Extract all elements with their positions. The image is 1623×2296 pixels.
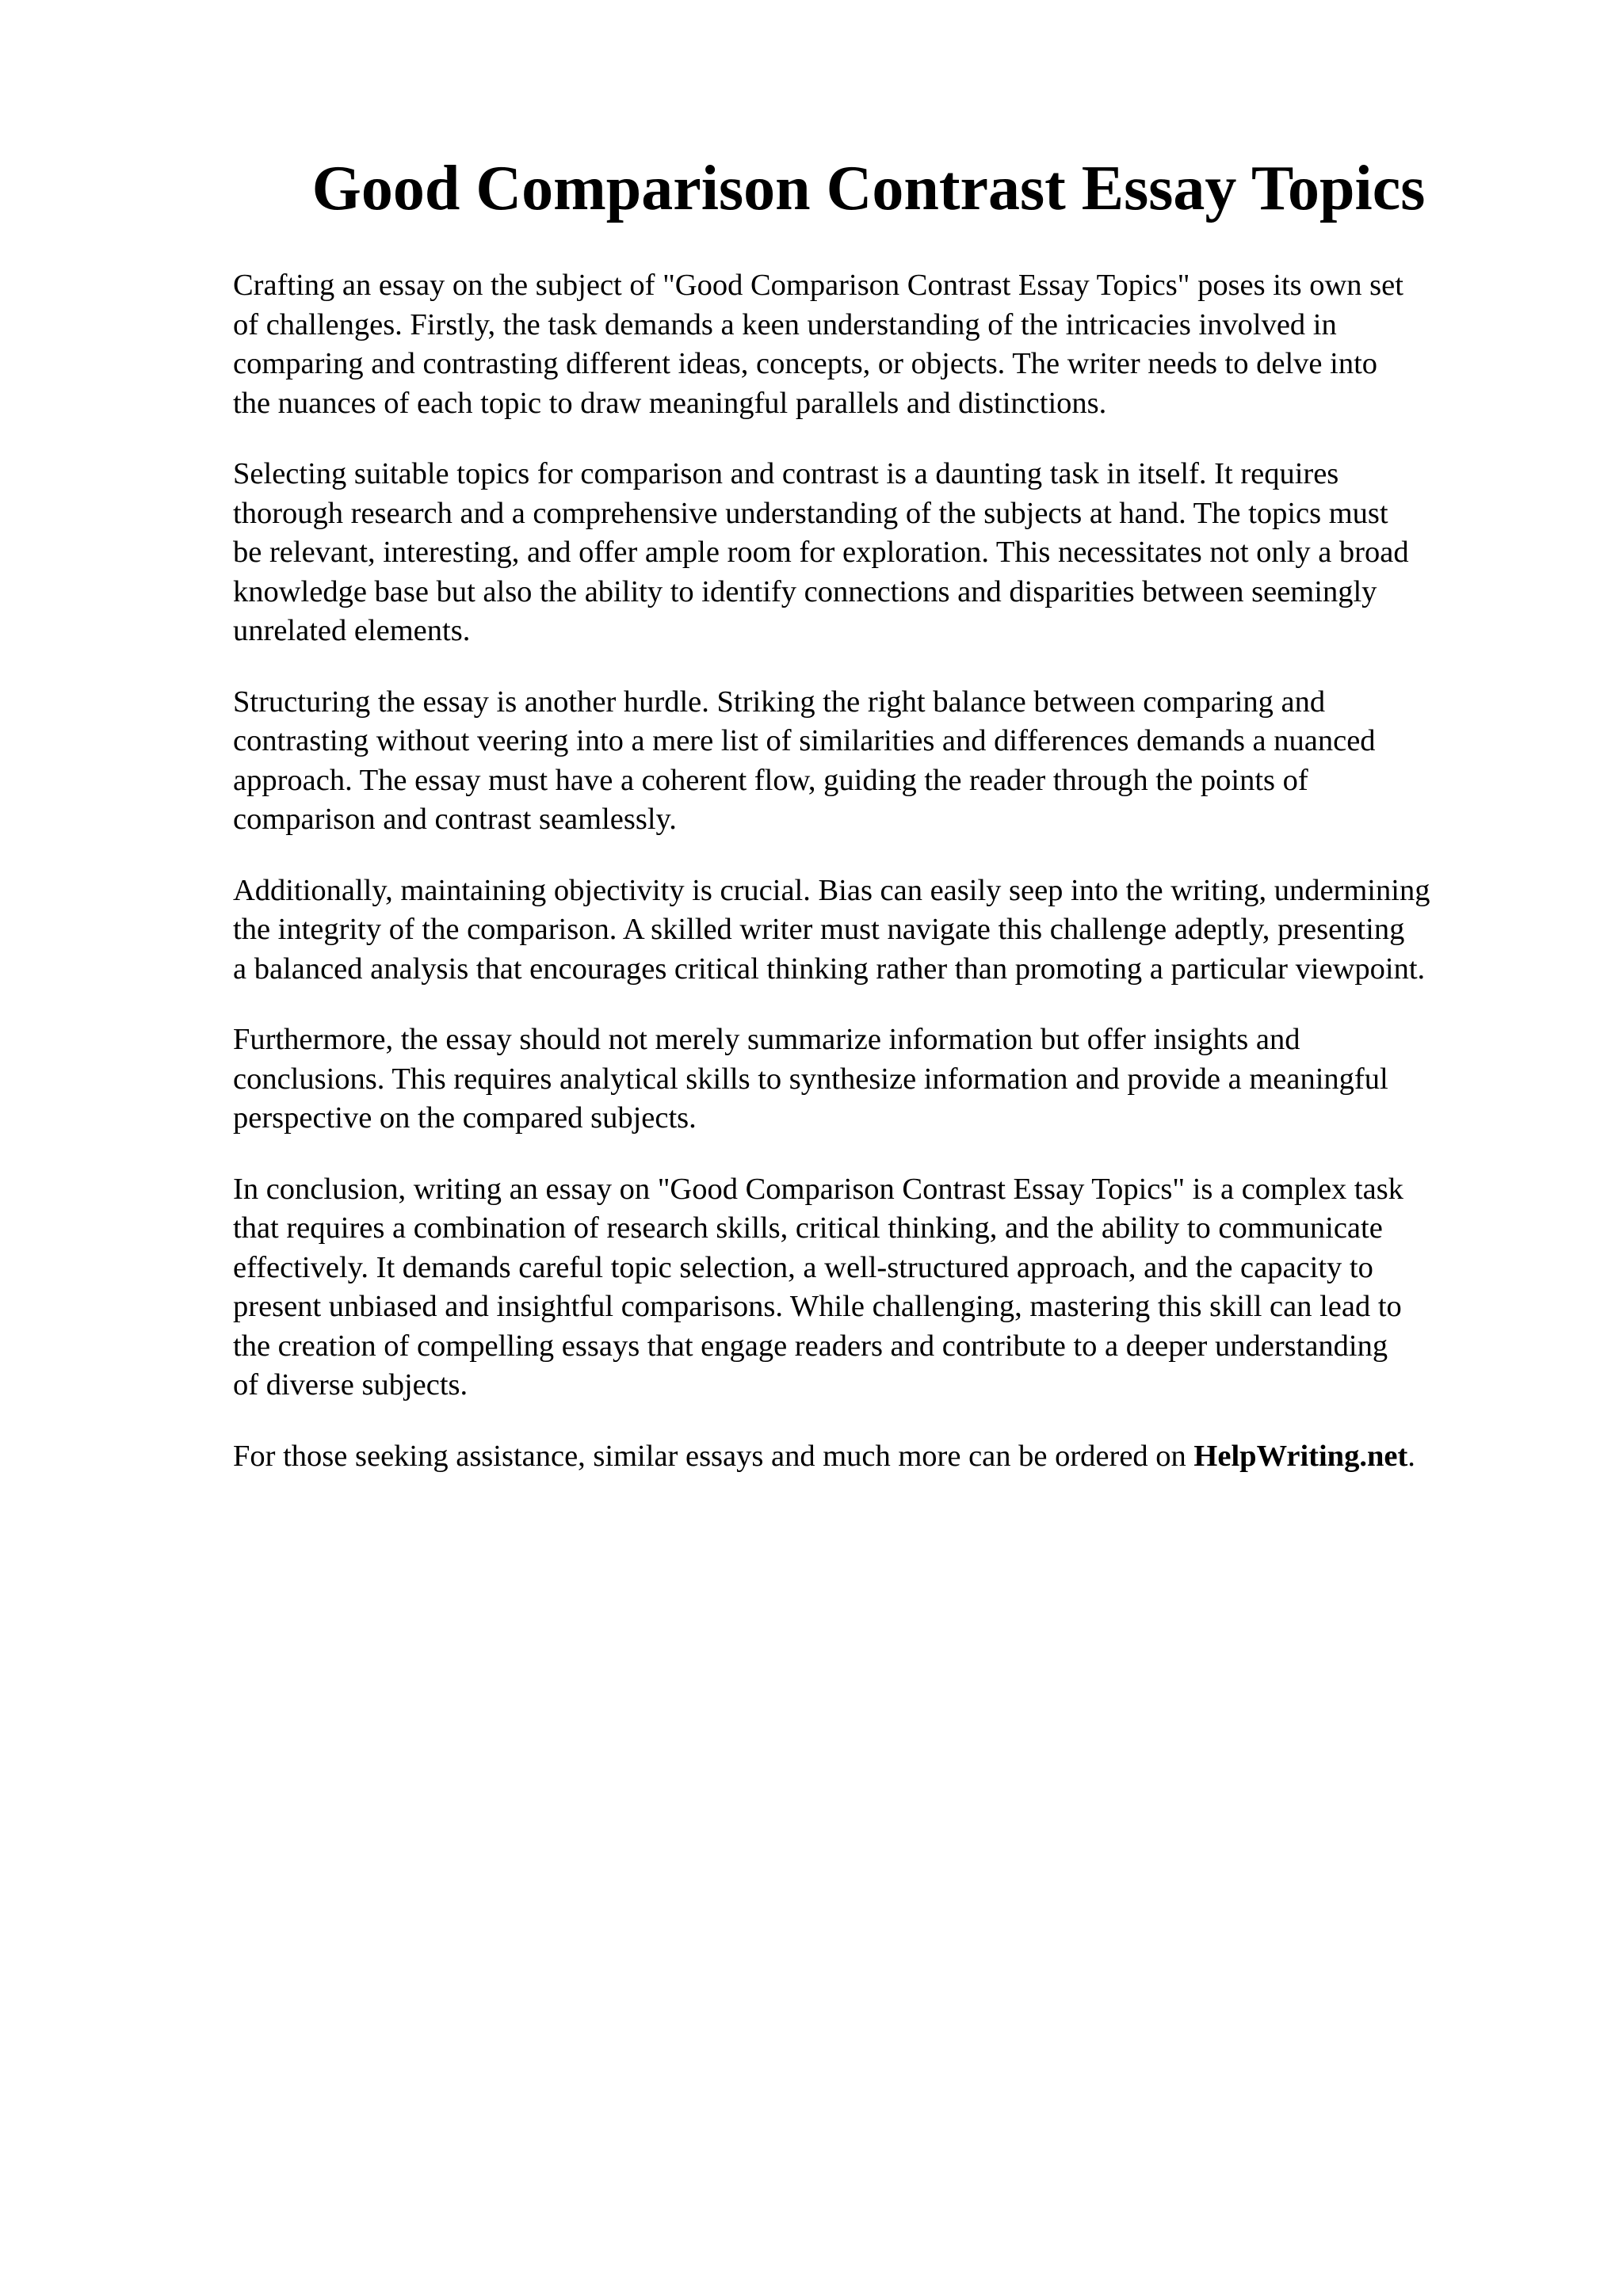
paragraph-6 (233, 1170, 1549, 1405)
paragraph-1 (233, 266, 1549, 423)
paragraph-line: effectively. It demands careful topic selection, a well-structured approach, and the capacity to (233, 1250, 1373, 1284)
paragraph-4 (233, 871, 1549, 990)
paragraph-5 (233, 1020, 1549, 1138)
paragraph-line: In conclusion, writing an essay on "Good Comparison Contrast Essay Topics" is a complex task (233, 1172, 1403, 1206)
paragraph-line: be relevant, interesting, and offer ample room for exploration. This necessitates not only a broad (233, 536, 1409, 569)
paragraph-line: thorough research and a comprehensive understanding of the subjects at hand. The topics must (233, 496, 1388, 530)
document-body (233, 266, 1549, 1508)
paragraph-line: the nuances of each topic to draw meaningful parallels and distinctions. (233, 386, 1107, 420)
paragraph-line: conclusions. This requires analytical skills to synthesize information and provide a meaningful (233, 1062, 1388, 1096)
document-title: Good Comparison Contrast Essay Topics (311, 154, 1426, 223)
paragraph-line: Selecting suitable topics for comparison and contrast is a daunting task in itself. It requires (233, 457, 1339, 490)
paragraph-line: perspective on the compared subjects. (233, 1101, 697, 1135)
paragraph-line: Structuring the essay is another hurdle. Striking the right balance between comparing and (233, 685, 1326, 719)
paragraph-line: present unbiased and insightful comparisons. While challenging, mastering this skill can lead to (233, 1290, 1402, 1323)
footer-text: For those seeking assistance, similar essays and much more can be ordered on (233, 1439, 1194, 1473)
paragraph-line: of challenges. Firstly, the task demands a keen understanding of the intricacies involved in (233, 307, 1337, 341)
helpwriting-link[interactable]: HelpWriting.net (1193, 1439, 1408, 1473)
paragraph-line: a balanced analysis that encourages critical thinking rather than promoting a particular viewpoint. (233, 952, 1426, 986)
paragraph-line: Furthermore, the essay should not merely summarize information but offer insights and (233, 1023, 1300, 1056)
paragraph-line: the creation of compelling essays that engage readers and contribute to a deeper understanding (233, 1329, 1388, 1363)
paragraph-line: Crafting an essay on the subject of "Good Comparison Contrast Essay Topics" poses its own set (233, 269, 1403, 302)
paragraph-line: comparing and contrasting different ideas, concepts, or objects. The writer needs to delve into (233, 347, 1378, 380)
paragraph-3 (233, 683, 1549, 840)
paragraph-line: Additionally, maintaining objectivity is crucial. Bias can easily seep into the writing, undermining (233, 873, 1430, 907)
paragraph-2 (233, 455, 1549, 651)
paragraph-line: of diverse subjects. (233, 1368, 468, 1402)
footer-period: . (1407, 1439, 1415, 1473)
paragraph-line: unrelated elements. (233, 614, 471, 647)
paragraph-line: contrasting without veering into a mere list of similarities and differences demands a nuanced (233, 724, 1376, 757)
footer-paragraph (233, 1437, 1549, 1477)
paragraph-line: knowledge base but also the ability to identify connections and disparities between seemingly (233, 574, 1377, 608)
paragraph-line: that requires a combination of research skills, critical thinking, and the ability to communicate (233, 1211, 1383, 1245)
paragraph-line: approach. The essay must have a coherent flow, guiding the reader through the points of (233, 763, 1308, 797)
paragraph-line: comparison and contrast seamlessly. (233, 803, 677, 836)
paragraph-line: the integrity of the comparison. A skilled writer must navigate this challenge adeptly, presenting (233, 913, 1405, 946)
